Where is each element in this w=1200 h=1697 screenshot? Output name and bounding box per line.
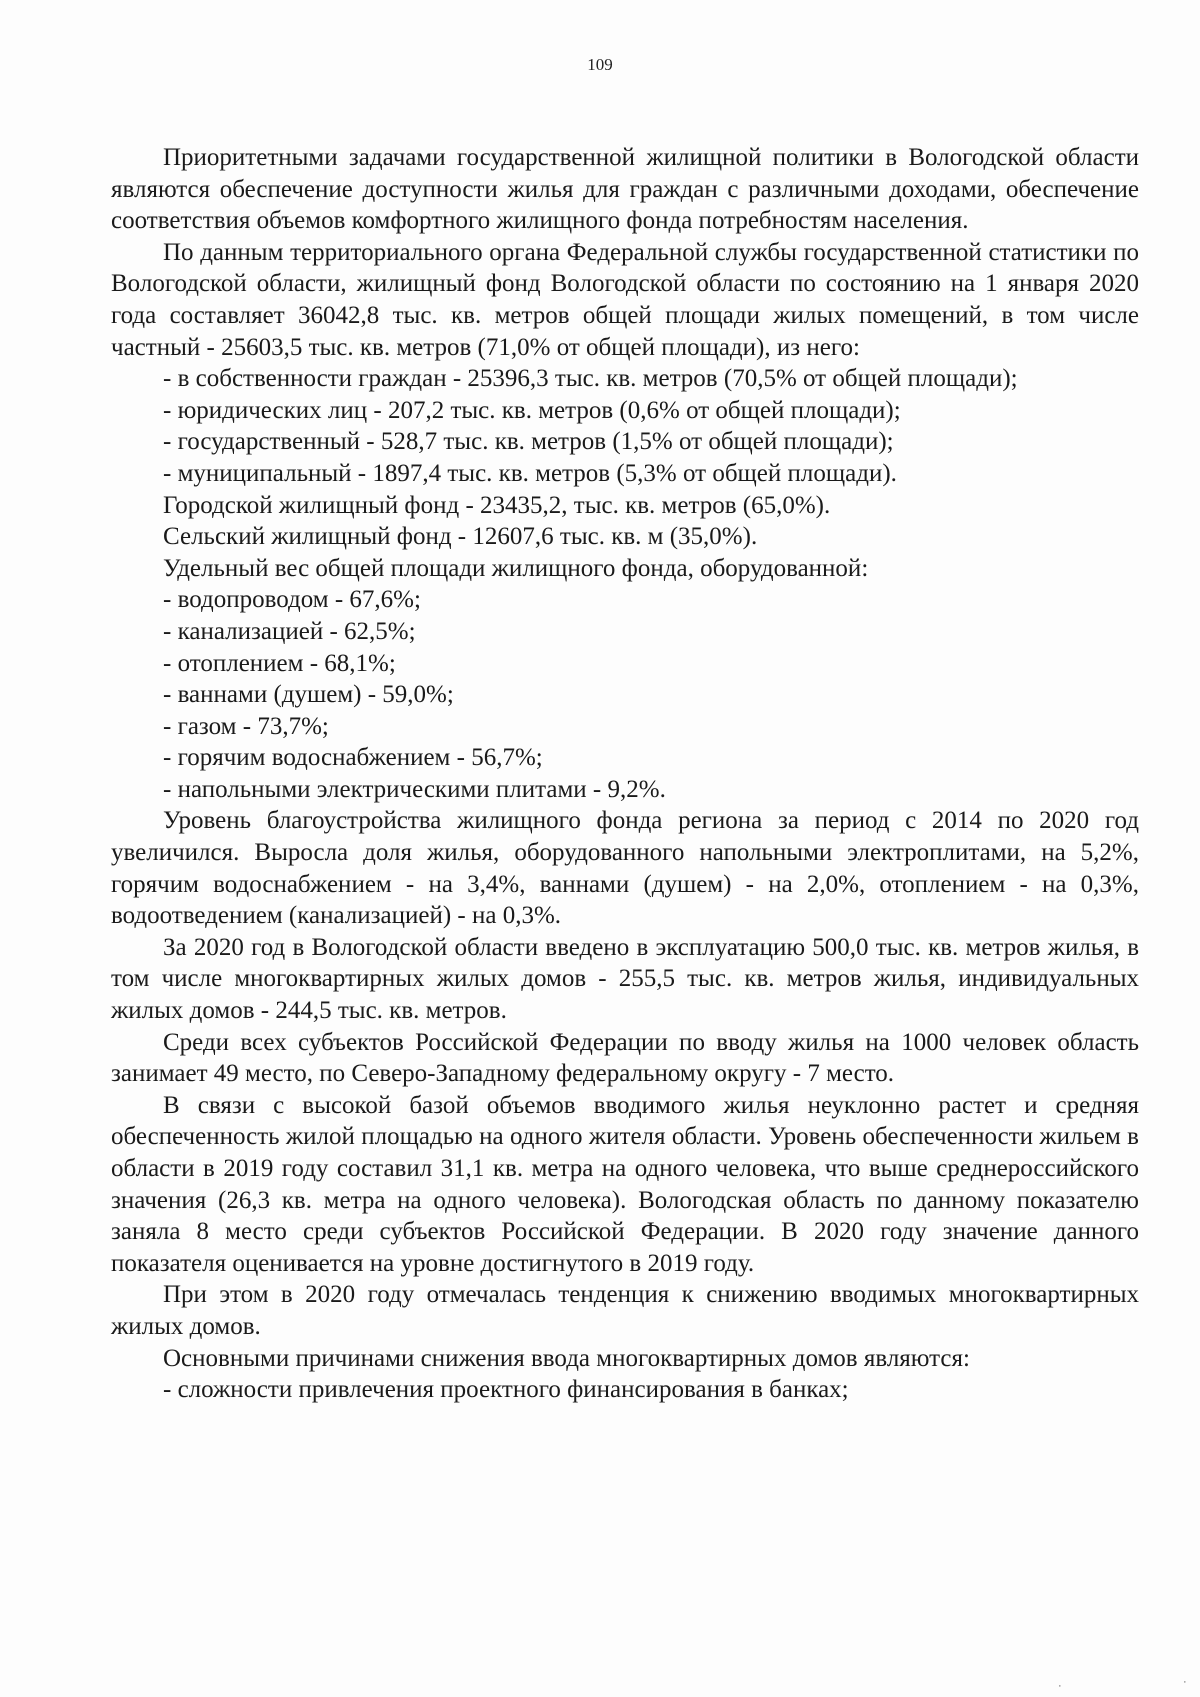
list-item: - канализацией - 62,5%; [163, 617, 416, 645]
rural-fund-line: Сельский жилищный фонд - 12607,6 тыс. кв. м (35,0%). [163, 523, 758, 551]
paragraph-commissioning-2020: За 2020 год в Вологодской области введено в эксплуатацию 500,0 тыс. кв. метров жилья, в том числе многоквартирных жилых домов - 255,5 тыс. кв. метров жилья, индивидуальных жилых домов - 244,5 тыс. кв. метров. [111, 933, 1139, 1025]
scan-artifact-mark: · [1058, 1680, 1062, 1692]
paragraph-improvement-level: Уровень благоустройства жилищного фонда региона за период с 2014 по 2020 год увеличился. Выросла доля жилья, оборудованного напольными электроплитами, на 5,2%, горячим водоснабжением - на 3,4%, ваннами (душем) - на 2,0%, отоплением - на 0,3%, водоотведением (канализацией) - на 0,3%. [111, 807, 1139, 930]
list-item: - напольными электрическими плитами - 9,2%. [163, 775, 666, 803]
paragraph-priorities: Приоритетными задачами государственной жилищной политики в Вологодской области являются обеспечение доступности жилья для граждан с различными доходами, обеспечение соответствия объемов комфортного жилищного фонда потребностям населения. [111, 144, 1139, 235]
reasons-list [111, 1374, 1139, 1406]
paragraph-decline-trend: При этом в 2020 году отмечалась тенденция к снижению вводимых многоквартирных жилых домов. [111, 1281, 1139, 1340]
equipment-intro-line: Удельный вес общей площади жилищного фонда, оборудованной: [163, 554, 869, 582]
list-item: - ваннами (душем) - 59,0%; [163, 681, 454, 709]
list-item: - государственный - 528,7 тыс. кв. метров (1,5% от общей площади); [163, 428, 894, 456]
list-item: - муниципальный - 1897,4 тыс. кв. метров (5,3% от общей площади). [163, 459, 897, 487]
paragraph-housing-fund: По данным территориального органа Федеральной службы государственной статистики по Вологодской области, жилищный фонд Вологодской области по состоянию на 1 января 2020 года составляет 36042,8 тыс. кв. метров общей площади жилых помещений, в том числе частный - 25603,5 тыс. кв. метров (71,0% от общей площади), из него: [111, 238, 1139, 361]
page-number: 109 [587, 55, 613, 74]
urban-fund-line: Городской жилищный фонд - 23435,2, тыс. кв. метров (65,0%). [163, 491, 831, 519]
ownership-list [111, 363, 1139, 489]
list-item: - сложности привлечения проектного финансирования в банках; [163, 1376, 849, 1404]
list-item: - отоплением - 68,1%; [163, 649, 396, 677]
list-item: - юридических лиц - 207,2 тыс. кв. метров (0,6% от общей площади); [163, 396, 901, 424]
list-item: - горячим водоснабжением - 56,7%; [163, 744, 543, 772]
paragraph-provision: В связи с высокой базой объемов вводимого жилья неуклонно растет и средняя обеспеченность жилой площадью на одного жителя области. Уровень обеспеченности жильем в области в 2019 году составил 31,1 кв. метра на одного человека, что выше среднероссийского значения (26,3 кв. метра на одного человека). Вологодская область по данному показателю заняла 8 место среди субъектов Российской Федерации. В 2020 году значение данного показателя оценивается на уровне достигнутого в 2019 году. [111, 1091, 1139, 1277]
equipment-list [111, 584, 1139, 805]
reasons-intro-line: Основными причинами снижения ввода многоквартирных домов являются: [163, 1344, 970, 1372]
list-item: - в собственности граждан - 25396,3 тыс. кв. метров (70,5% от общей площади); [163, 365, 1018, 393]
list-item: - водопроводом - 67,6%; [163, 586, 421, 614]
list-item: - газом - 73,7%; [163, 712, 329, 740]
paragraph-ranking: Среди всех субъектов Российской Федерации по вводу жилья на 1000 человек область занимает 49 место, по Северо-Западному федеральному округу - 7 место. [111, 1028, 1139, 1088]
document-body [111, 142, 1139, 1406]
scan-artifact-mark: · [1183, 1676, 1187, 1688]
